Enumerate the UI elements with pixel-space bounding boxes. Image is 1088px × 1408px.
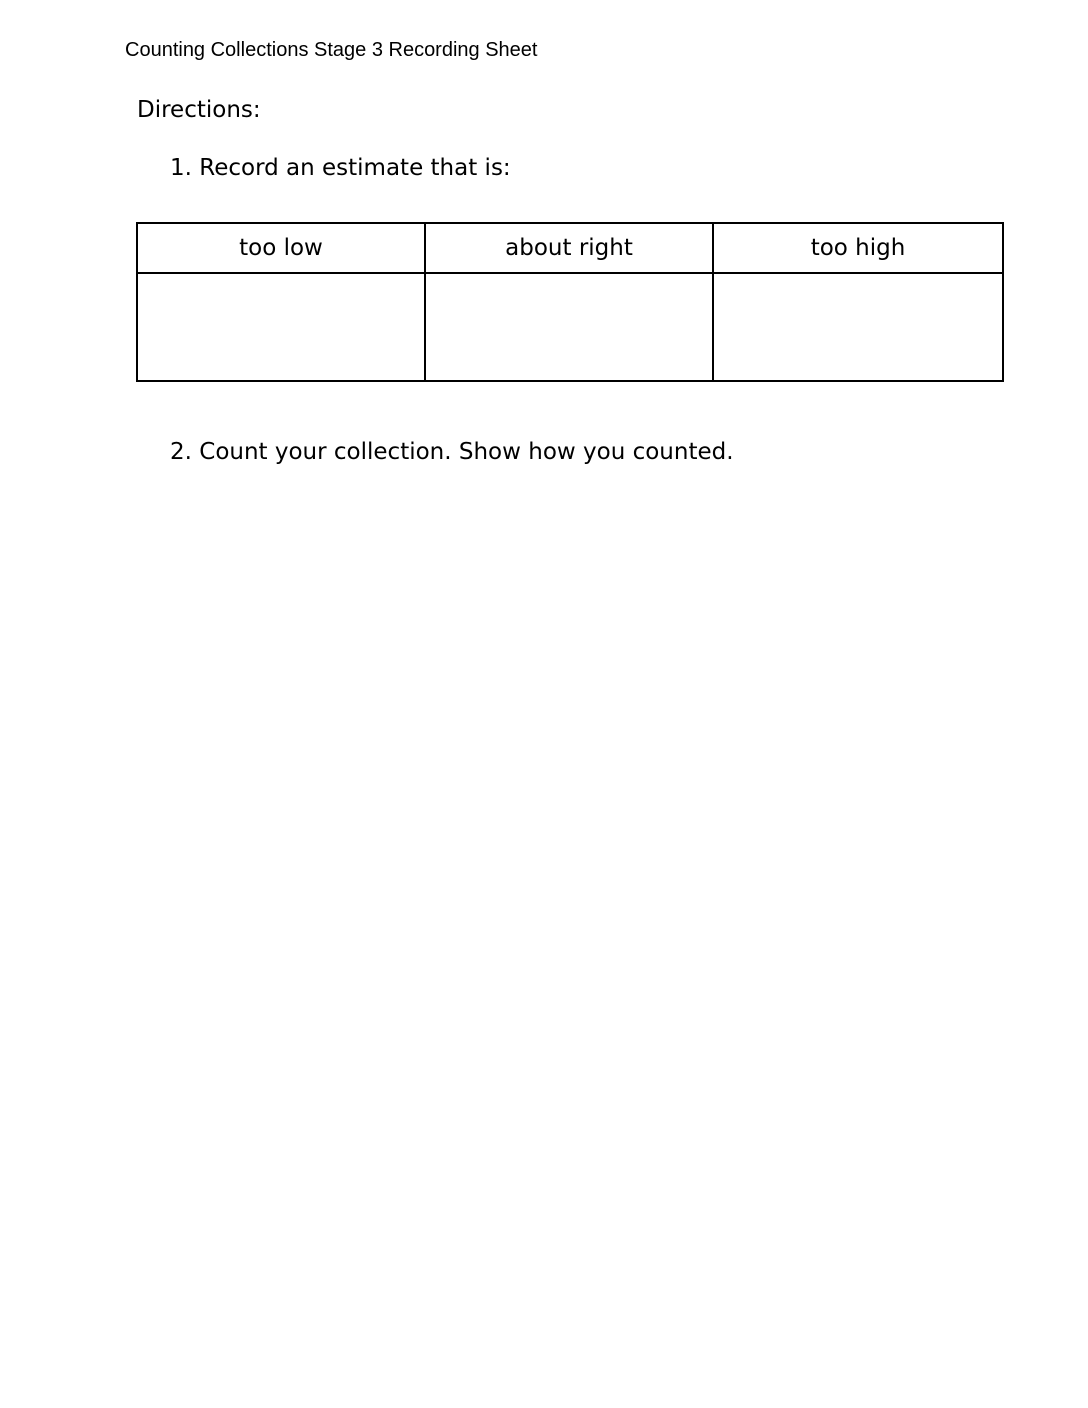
column-header-about-right: about right	[425, 223, 713, 273]
too-high-answer-cell[interactable]	[713, 273, 1003, 381]
estimate-table-answer-row	[137, 273, 1003, 381]
too-low-answer-cell[interactable]	[137, 273, 425, 381]
column-header-too-low: too low	[137, 223, 425, 273]
step-1-text: 1. Record an estimate that is:	[170, 155, 511, 181]
page-title: Counting Collections Stage 3 Recording Sheet	[125, 39, 538, 61]
estimate-table	[136, 222, 1004, 382]
step-2-text: 2. Count your collection. Show how you counted.	[170, 439, 734, 465]
directions-label: Directions:	[137, 97, 261, 123]
about-right-answer-cell[interactable]	[425, 273, 713, 381]
estimate-table-header-row	[137, 223, 1003, 273]
column-header-too-high: too high	[713, 223, 1003, 273]
